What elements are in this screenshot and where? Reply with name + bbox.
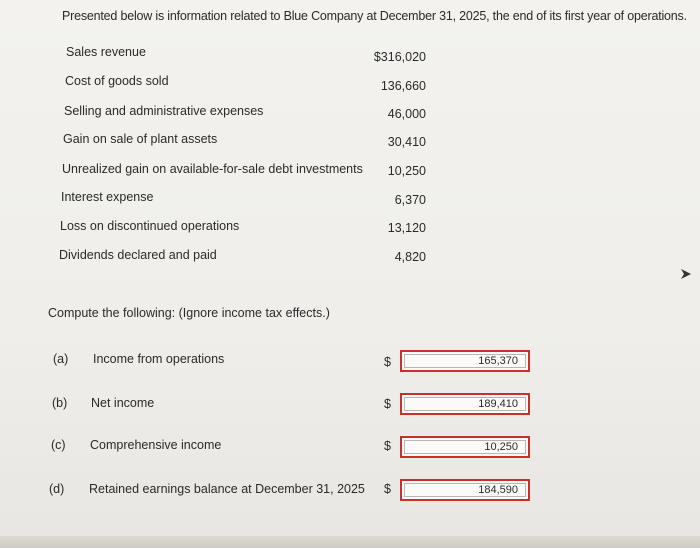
- item-value-interest-expense: 6,370: [394, 193, 426, 207]
- question-letter-b: (b): [52, 396, 68, 410]
- item-label-cost-of-goods-sold: Cost of goods sold: [65, 74, 169, 88]
- item-value-dividends: 4,820: [394, 250, 426, 264]
- item-value-gain-on-sale: 30,410: [387, 135, 426, 149]
- mouse-pointer-icon: [680, 268, 692, 280]
- question-text-a: Income from operations: [93, 352, 225, 366]
- item-value-loss-discontinued: 13,120: [387, 221, 426, 235]
- currency-symbol-b: $: [384, 397, 391, 411]
- currency-symbol-a: $: [384, 355, 391, 369]
- item-value-selling-admin: 46,000: [387, 107, 426, 121]
- compute-instructions: Compute the following: (Ignore income tax effects.): [48, 306, 330, 320]
- answer-input-b[interactable]: 189,410: [400, 393, 530, 415]
- answer-input-c[interactable]: 10,250: [400, 436, 530, 458]
- item-label-dividends: Dividends declared and paid: [59, 248, 217, 262]
- item-label-interest-expense: Interest expense: [61, 190, 154, 204]
- question-text-b: Net income: [91, 396, 155, 410]
- item-value-sales-revenue: $316,020: [373, 50, 426, 64]
- item-label-selling-admin: Selling and administrative expenses: [64, 104, 264, 118]
- intro-text: Presented below is information related to Blue Company at December 31, 2025, the end of its first year of operations.: [62, 9, 687, 23]
- question-text-d: Retained earnings balance at December 31, 2025: [89, 482, 365, 496]
- answer-input-d[interactable]: 184,590: [400, 479, 530, 501]
- answer-input-a[interactable]: 165,370: [400, 350, 530, 372]
- question-letter-d: (d): [49, 482, 65, 496]
- question-text-c: Comprehensive income: [90, 438, 222, 452]
- question-letter-a: (a): [53, 352, 69, 366]
- currency-symbol-c: $: [384, 439, 391, 453]
- bottom-edge: [0, 536, 700, 548]
- item-label-loss-discontinued: Loss on discontinued operations: [60, 219, 240, 233]
- item-label-unrealized-gain: Unrealized gain on available-for-sale debt investments: [62, 162, 363, 176]
- currency-symbol-d: $: [384, 482, 391, 496]
- item-label-sales-revenue: Sales revenue: [66, 45, 146, 59]
- item-value-unrealized-gain: 10,250: [387, 164, 426, 178]
- item-value-cost-of-goods-sold: 136,660: [380, 79, 426, 93]
- question-letter-c: (c): [51, 438, 66, 452]
- item-label-gain-on-sale: Gain on sale of plant assets: [63, 132, 218, 146]
